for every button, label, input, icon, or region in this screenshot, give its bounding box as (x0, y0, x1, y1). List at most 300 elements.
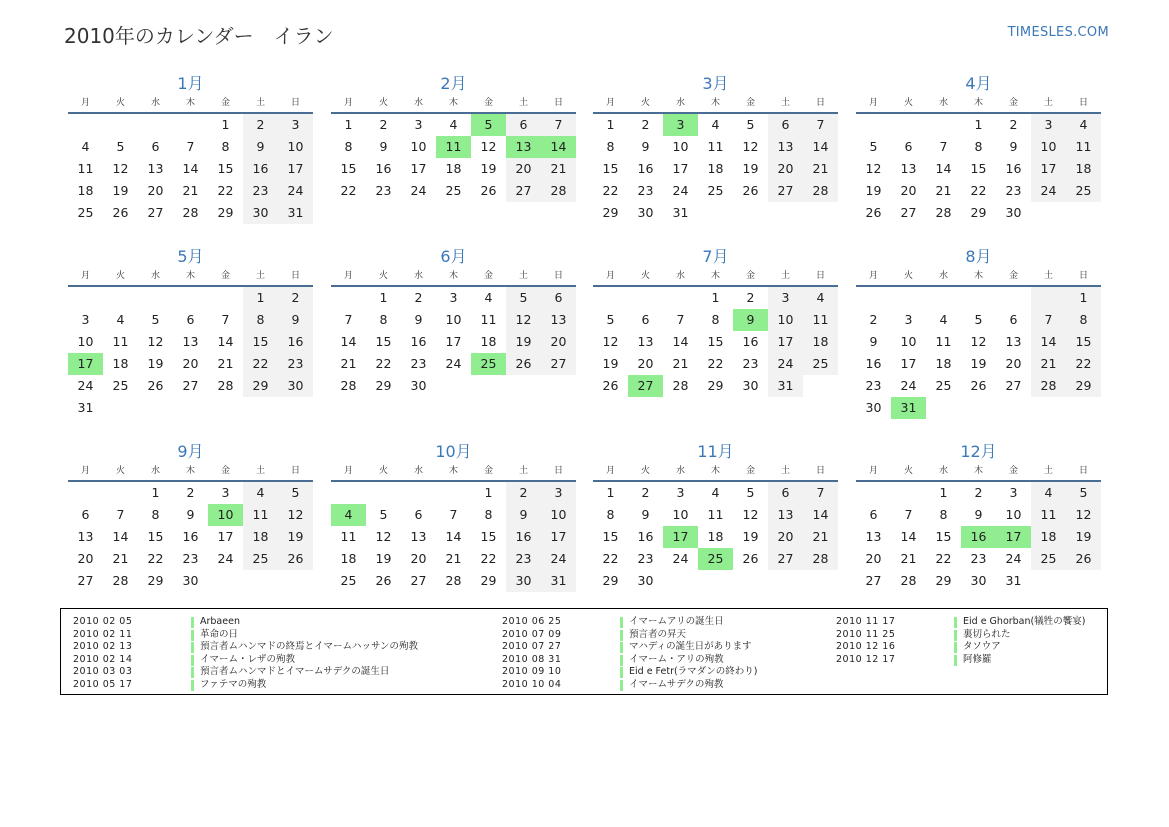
day-cell: 18 (707, 529, 724, 544)
weekday-label: 火 (378, 271, 388, 281)
legend-entry (502, 654, 758, 667)
day-cell: 9 (243, 136, 278, 158)
week-row (856, 331, 1101, 353)
day-cell: 22 (970, 183, 987, 198)
day-cell: 25 (77, 205, 94, 220)
day-cell: 31 (1005, 573, 1022, 588)
weekday-label: 火 (903, 466, 913, 476)
day-cell: 12 (480, 139, 497, 154)
legend-entry (836, 629, 1085, 642)
day-cell: 30 (865, 400, 882, 415)
day-cell: 3 (221, 485, 230, 500)
weekday-label: 土 (1043, 271, 1053, 281)
day-cell: 21 (803, 526, 838, 548)
day-cell: 13 (637, 334, 654, 349)
day-cell: 5 (746, 117, 755, 132)
day-cell: 19 (1066, 526, 1101, 548)
day-cell: 31 (768, 375, 803, 397)
day-cell: 22 (602, 551, 619, 566)
day-cell: 16 (637, 529, 654, 544)
weekday-label: 日 (1078, 98, 1088, 108)
day-cell: 10 (541, 504, 576, 526)
week-row (593, 526, 838, 548)
day-cell: 1 (606, 485, 615, 500)
day-cell: 2 (869, 312, 878, 327)
day-cell: 11 (77, 161, 94, 176)
day-cell: 10 (672, 507, 689, 522)
empty-day-cell (1031, 397, 1066, 419)
day-cell: 22 (707, 356, 724, 371)
day-cell: 23 (637, 551, 654, 566)
day-cell: 25 (698, 548, 733, 570)
day-cell: 15 (935, 529, 952, 544)
week-row (331, 180, 576, 202)
day-cell: 17 (541, 526, 576, 548)
week-row (593, 309, 838, 331)
weekday-label: 金 (1008, 466, 1018, 476)
day-cell: 22 (243, 353, 278, 375)
day-cell: 19 (602, 356, 619, 371)
day-cell: 9 (186, 507, 195, 522)
day-cell: 9 (641, 139, 650, 154)
day-cell: 21 (900, 551, 917, 566)
weekday-label: 日 (290, 271, 300, 281)
day-cell: 3 (449, 290, 458, 305)
empty-day-cell (331, 287, 366, 309)
day-cell: 7 (939, 139, 948, 154)
weekday-label: 木 (710, 466, 720, 476)
day-cell: 14 (900, 529, 917, 544)
day-cell: 31 (891, 397, 926, 419)
day-cell: 10 (410, 139, 427, 154)
week-row (593, 202, 838, 224)
empty-day-cell (138, 397, 173, 419)
week-row (331, 375, 576, 397)
day-cell: 3 (663, 114, 698, 136)
day-cell: 26 (742, 551, 759, 566)
legend-holiday-name: タソウア (963, 641, 1001, 652)
weekday-label: 土 (1043, 466, 1053, 476)
day-cell: 30 (637, 205, 654, 220)
day-cell: 21 (803, 158, 838, 180)
weekday-label: 火 (640, 466, 650, 476)
weekday-label: 土 (780, 271, 790, 281)
day-cell: 9 (1009, 139, 1018, 154)
week-row (593, 136, 838, 158)
legend-holiday-name: マハディの誕生日があります (629, 641, 752, 652)
legend-entry (836, 616, 1085, 629)
weekday-header (856, 463, 1101, 479)
legend-holiday-name: イマームサデクの殉教 (629, 678, 724, 690)
day-cell: 27 (768, 180, 803, 202)
weekday-label: 月 (868, 98, 878, 108)
day-cell: 21 (112, 551, 129, 566)
week-row (593, 548, 838, 570)
day-cell: 27 (628, 375, 663, 397)
legend-entry (73, 679, 418, 692)
holiday-color-marker (191, 642, 194, 653)
day-cell: 2 (278, 287, 313, 309)
legend-holiday-name: イマーム・レザの殉教 (200, 653, 296, 665)
day-cell: 28 (672, 378, 689, 393)
empty-day-cell (1031, 570, 1066, 592)
month-calendar (331, 73, 576, 202)
day-cell: 19 (970, 356, 987, 371)
day-cell: 5 (116, 139, 125, 154)
day-cell: 19 (742, 161, 759, 176)
day-cell: 21 (1031, 353, 1066, 375)
month-title: 1月 (177, 74, 204, 93)
weekday-label: 日 (815, 98, 825, 108)
day-cell: 31 (541, 570, 576, 592)
day-cell: 4 (331, 504, 366, 526)
weekday-label: 月 (343, 271, 353, 281)
day-cell: 10 (1005, 507, 1022, 522)
day-cell: 20 (77, 551, 94, 566)
weekday-label: 水 (675, 271, 685, 281)
day-cell: 5 (471, 114, 506, 136)
legend-entry (73, 616, 418, 629)
day-cell: 7 (904, 507, 913, 522)
day-cell: 5 (1066, 482, 1101, 504)
day-cell: 20 (410, 551, 427, 566)
weekday-label: 土 (780, 98, 790, 108)
legend-column (73, 616, 418, 691)
month-calendar (593, 441, 838, 592)
week-row (68, 570, 313, 592)
day-cell: 7 (449, 507, 458, 522)
day-cell: 28 (803, 180, 838, 202)
week-row (68, 114, 313, 136)
weekday-label: 水 (150, 466, 160, 476)
empty-day-cell (208, 397, 243, 419)
day-cell: 18 (1031, 526, 1066, 548)
day-cell: 14 (935, 161, 952, 176)
week-row (593, 353, 838, 375)
empty-day-cell (593, 287, 628, 309)
day-cell: 17 (663, 526, 698, 548)
week-row (68, 526, 313, 548)
day-cell: 24 (217, 551, 234, 566)
empty-day-cell (436, 482, 471, 504)
day-cell: 9 (733, 309, 768, 331)
weekday-label: 火 (115, 271, 125, 281)
legend-date: 2010 09 10 (502, 666, 562, 677)
weekday-label: 日 (553, 271, 563, 281)
weekday-header (856, 95, 1101, 111)
weekday-label: 木 (185, 466, 195, 476)
weekday-header (856, 268, 1101, 284)
weekday-label: 月 (868, 271, 878, 281)
legend-entry (502, 616, 758, 629)
day-cell: 2 (641, 485, 650, 500)
day-cell: 7 (221, 312, 230, 327)
legend-column (502, 616, 758, 691)
day-cell: 13 (768, 136, 803, 158)
day-cell: 30 (278, 375, 313, 397)
week-row (593, 287, 838, 309)
weekday-label: 水 (675, 98, 685, 108)
day-cell: 1 (379, 290, 388, 305)
legend-holiday-name: 預言者ムハンマドとイマームサデクの誕生日 (200, 666, 390, 677)
weekday-label: 水 (413, 466, 423, 476)
day-cell: 6 (641, 312, 650, 327)
holiday-legend (60, 608, 1108, 695)
day-cell: 2 (379, 117, 388, 132)
week-row (856, 136, 1101, 158)
month-calendar (68, 246, 313, 419)
week-row (331, 482, 576, 504)
month-title: 9月 (177, 442, 204, 461)
legend-holiday-name: 預言者の昇天 (629, 628, 687, 640)
day-cell: 8 (939, 507, 948, 522)
weekday-label: 月 (605, 271, 615, 281)
legend-entry (73, 654, 418, 667)
day-cell: 11 (436, 136, 471, 158)
weekday-label: 土 (780, 466, 790, 476)
holiday-color-marker (191, 667, 194, 678)
day-cell: 29 (217, 205, 234, 220)
day-cell: 25 (707, 183, 724, 198)
week-row (68, 180, 313, 202)
day-cell: 13 (865, 529, 882, 544)
empty-day-cell (1031, 287, 1066, 309)
legend-date: 2010 02 13 (73, 641, 133, 652)
day-cell: 6 (186, 312, 195, 327)
empty-day-cell (138, 114, 173, 136)
weekday-label: 土 (1043, 98, 1053, 108)
empty-day-cell (856, 287, 891, 309)
day-cell: 3 (1009, 485, 1018, 500)
weekday-label: 火 (115, 98, 125, 108)
legend-date: 2010 02 11 (73, 628, 133, 640)
day-cell: 8 (606, 507, 615, 522)
day-cell: 12 (506, 309, 541, 331)
day-cell: 1 (151, 485, 160, 500)
day-cell: 29 (602, 205, 619, 220)
day-cell: 5 (974, 312, 983, 327)
day-cell: 28 (112, 573, 129, 588)
empty-day-cell (891, 287, 926, 309)
week-row (593, 331, 838, 353)
month-calendar (856, 73, 1101, 224)
legend-holiday-name: 裏切られた (963, 628, 1011, 640)
week-row (856, 504, 1101, 526)
legend-holiday-name: イマーム・アリの殉教 (629, 653, 724, 665)
weekday-label: 金 (1008, 98, 1018, 108)
day-cell: 30 (637, 573, 654, 588)
week-row (68, 397, 313, 419)
day-cell: 30 (742, 378, 759, 393)
legend-date: 2010 02 14 (73, 653, 133, 665)
day-cell: 22 (340, 183, 357, 198)
weekday-label: 木 (448, 466, 458, 476)
month-title: 4月 (965, 74, 992, 93)
weekday-label: 土 (255, 466, 265, 476)
day-cell: 11 (112, 334, 129, 349)
weekday-header (593, 95, 838, 111)
weekday-label: 水 (938, 466, 948, 476)
month-calendar (856, 246, 1101, 419)
empty-day-cell (1031, 202, 1066, 224)
weekday-header (331, 463, 576, 479)
day-cell: 20 (768, 526, 803, 548)
day-cell: 20 (637, 356, 654, 371)
empty-day-cell (803, 375, 838, 397)
day-cell: 27 (768, 548, 803, 570)
weekday-label: 木 (185, 98, 195, 108)
day-cell: 7 (541, 114, 576, 136)
day-cell: 23 (410, 356, 427, 371)
week-row (593, 114, 838, 136)
day-cell: 29 (243, 375, 278, 397)
empty-day-cell (856, 114, 891, 136)
weekday-label: 金 (220, 271, 230, 281)
day-cell: 15 (707, 334, 724, 349)
day-cell: 27 (541, 353, 576, 375)
day-cell: 14 (1031, 331, 1066, 353)
day-cell: 20 (900, 183, 917, 198)
day-cell: 18 (1066, 158, 1101, 180)
day-cell: 27 (147, 205, 164, 220)
day-cell: 22 (375, 356, 392, 371)
day-cell: 6 (1009, 312, 1018, 327)
week-row (68, 158, 313, 180)
legend-date: 2010 10 04 (502, 678, 562, 690)
day-cell: 26 (506, 353, 541, 375)
day-cell: 14 (182, 161, 199, 176)
day-cell: 17 (445, 334, 462, 349)
day-cell: 15 (1066, 331, 1101, 353)
week-row (856, 570, 1101, 592)
day-cell: 3 (81, 312, 90, 327)
empty-day-cell (243, 397, 278, 419)
day-cell: 7 (344, 312, 353, 327)
day-cell: 3 (1031, 114, 1066, 136)
day-cell: 28 (340, 378, 357, 393)
weekday-label: 木 (710, 98, 720, 108)
empty-day-cell (138, 287, 173, 309)
day-cell: 15 (375, 334, 392, 349)
day-cell: 30 (1005, 205, 1022, 220)
day-cell: 17 (68, 353, 103, 375)
day-cell: 13 (1005, 334, 1022, 349)
day-cell: 26 (112, 205, 129, 220)
empty-day-cell (768, 570, 803, 592)
day-cell: 10 (208, 504, 243, 526)
day-cell: 9 (974, 507, 983, 522)
day-cell: 19 (506, 331, 541, 353)
day-cell: 30 (182, 573, 199, 588)
weekday-label: 月 (80, 98, 90, 108)
day-cell: 29 (375, 378, 392, 393)
legend-date: 2010 11 25 (836, 628, 896, 640)
weekday-label: 日 (1078, 466, 1088, 476)
weekday-label: 日 (1078, 271, 1088, 281)
holiday-color-marker (191, 617, 194, 628)
empty-day-cell (173, 397, 208, 419)
empty-day-cell (1066, 570, 1101, 592)
day-cell: 3 (904, 312, 913, 327)
week-row (856, 548, 1101, 570)
day-cell: 4 (243, 482, 278, 504)
day-cell: 9 (506, 504, 541, 526)
week-row (593, 504, 838, 526)
empty-day-cell (436, 375, 471, 397)
empty-day-cell (803, 570, 838, 592)
week-row (856, 482, 1101, 504)
day-cell: 1 (606, 117, 615, 132)
empty-day-cell (103, 397, 138, 419)
day-cell: 21 (445, 551, 462, 566)
weekday-label: 日 (815, 466, 825, 476)
week-row (856, 287, 1101, 309)
day-cell: 15 (243, 331, 278, 353)
month-title: 8月 (965, 247, 992, 266)
legend-entry (502, 629, 758, 642)
day-cell: 31 (278, 202, 313, 224)
day-cell: 21 (935, 183, 952, 198)
day-cell: 4 (711, 117, 720, 132)
weekday-label: 木 (448, 271, 458, 281)
day-cell: 28 (935, 205, 952, 220)
week-row (331, 158, 576, 180)
day-cell: 23 (1005, 183, 1022, 198)
day-cell: 25 (243, 548, 278, 570)
day-cell: 12 (112, 161, 129, 176)
day-cell: 26 (742, 183, 759, 198)
day-cell: 25 (340, 573, 357, 588)
day-cell: 24 (1005, 551, 1022, 566)
day-cell: 29 (602, 573, 619, 588)
day-cell: 19 (865, 183, 882, 198)
day-cell: 12 (865, 161, 882, 176)
day-cell: 24 (900, 378, 917, 393)
legend-date: 2010 08 31 (502, 653, 562, 665)
week-row (856, 375, 1101, 397)
weekday-label: 火 (640, 98, 650, 108)
week-row (68, 331, 313, 353)
empty-day-cell (208, 570, 243, 592)
day-cell: 12 (970, 334, 987, 349)
site-link[interactable]: TIMESLES.COM (1007, 25, 1109, 40)
weekday-header (68, 95, 313, 111)
weekday-label: 木 (973, 98, 983, 108)
day-cell: 5 (506, 287, 541, 309)
day-cell: 14 (803, 504, 838, 526)
day-cell: 26 (970, 378, 987, 393)
day-cell: 29 (1066, 375, 1101, 397)
day-cell: 27 (410, 573, 427, 588)
month-title: 11月 (697, 442, 734, 461)
empty-day-cell (803, 202, 838, 224)
day-cell: 3 (676, 485, 685, 500)
empty-day-cell (663, 287, 698, 309)
week-row (331, 287, 576, 309)
day-cell: 24 (278, 180, 313, 202)
weekday-label: 木 (448, 98, 458, 108)
day-cell: 22 (935, 551, 952, 566)
day-cell: 7 (116, 507, 125, 522)
month-calendar (856, 441, 1101, 592)
day-cell: 21 (217, 356, 234, 371)
day-cell: 12 (1066, 504, 1101, 526)
month-calendar (593, 73, 838, 224)
day-cell: 6 (768, 482, 803, 504)
week-row (331, 114, 576, 136)
weekday-label: 日 (290, 466, 300, 476)
holiday-color-marker (620, 655, 623, 666)
